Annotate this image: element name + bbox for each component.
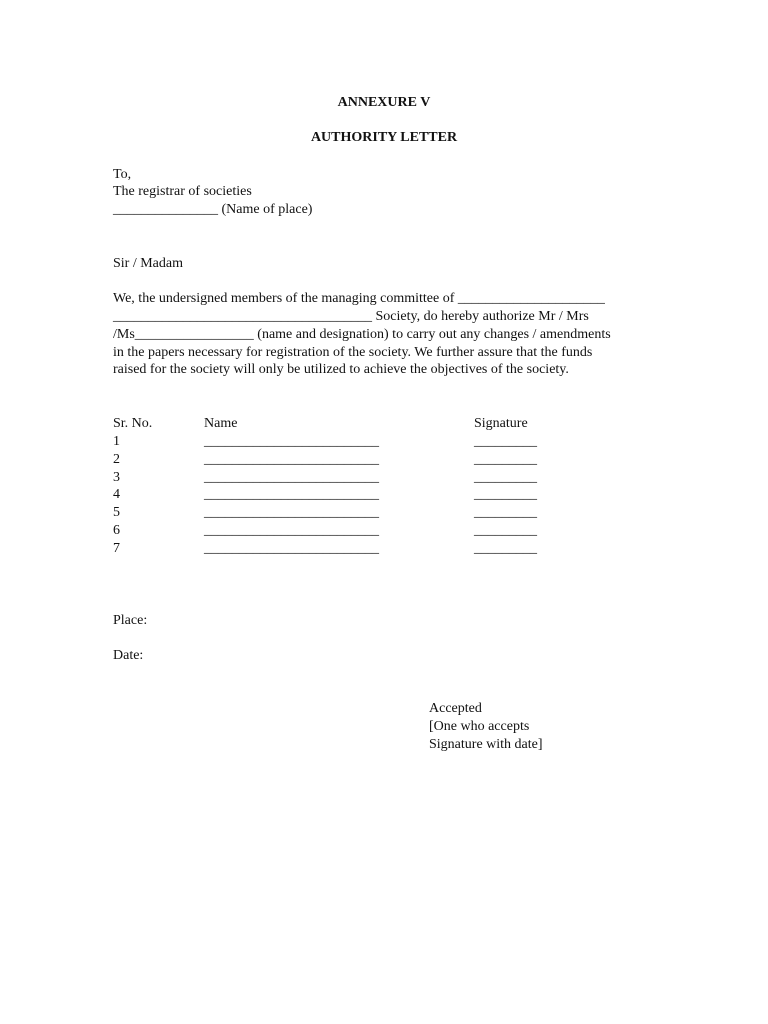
table-header-sr-no: Sr. No. bbox=[113, 416, 153, 431]
salutation: Sir / Madam bbox=[113, 256, 183, 271]
table-row-sr: 2 bbox=[113, 452, 120, 467]
place-label: Place: bbox=[113, 613, 148, 628]
body-line: /Ms_________________ (name and designation) to carry out any changes / amendments bbox=[113, 327, 611, 342]
address-registrar: The registrar of societies bbox=[113, 184, 252, 199]
table-row-signature-blank: _________ bbox=[474, 434, 537, 449]
table-row-sr: 6 bbox=[113, 523, 120, 538]
table-row-signature-blank: _________ bbox=[474, 523, 537, 538]
letter-title: AUTHORITY LETTER bbox=[310, 130, 458, 145]
address-to: To, bbox=[113, 167, 132, 182]
table-row-name-blank: _________________________ bbox=[204, 487, 379, 502]
body-line: We, the undersigned members of the managing committee of _____________________ bbox=[113, 291, 605, 306]
accepter-signature-note: Signature with date] bbox=[429, 737, 543, 752]
accepter-note: [One who accepts bbox=[429, 719, 530, 734]
body-line: raised for the society will only be utilized to achieve the objectives of the society. bbox=[113, 362, 569, 377]
table-row-name-blank: _________________________ bbox=[204, 434, 379, 449]
table-row-name-blank: _________________________ bbox=[204, 523, 379, 538]
table-row-name-blank: _________________________ bbox=[204, 541, 379, 556]
table-row-sr: 3 bbox=[113, 470, 120, 485]
address-place-line: _______________ (Name of place) bbox=[113, 202, 313, 217]
table-row-sr: 7 bbox=[113, 541, 120, 556]
table-row-name-blank: _________________________ bbox=[204, 505, 379, 520]
table-row-name-blank: _________________________ bbox=[204, 470, 379, 485]
accepted-label: Accepted bbox=[429, 701, 482, 716]
table-row-signature-blank: _________ bbox=[474, 505, 537, 520]
table-row-sr: 4 bbox=[113, 487, 120, 502]
table-header-signature: Signature bbox=[474, 416, 528, 431]
table-row-signature-blank: _________ bbox=[474, 541, 537, 556]
annexure-heading: ANNEXURE V bbox=[337, 95, 431, 110]
table-row-sr: 5 bbox=[113, 505, 120, 520]
table-row-name-blank: _________________________ bbox=[204, 452, 379, 467]
table-row-sr: 1 bbox=[113, 434, 120, 449]
table-header-name: Name bbox=[204, 416, 238, 431]
body-line: in the papers necessary for registration of the society. We further assure that the funds bbox=[113, 345, 593, 360]
table-row-signature-blank: _________ bbox=[474, 470, 537, 485]
table-row-signature-blank: _________ bbox=[474, 487, 537, 502]
date-label: Date: bbox=[113, 648, 144, 663]
table-row-signature-blank: _________ bbox=[474, 452, 537, 467]
body-line: _____________________________________ Society, do hereby authorize Mr / Mrs bbox=[113, 309, 589, 324]
